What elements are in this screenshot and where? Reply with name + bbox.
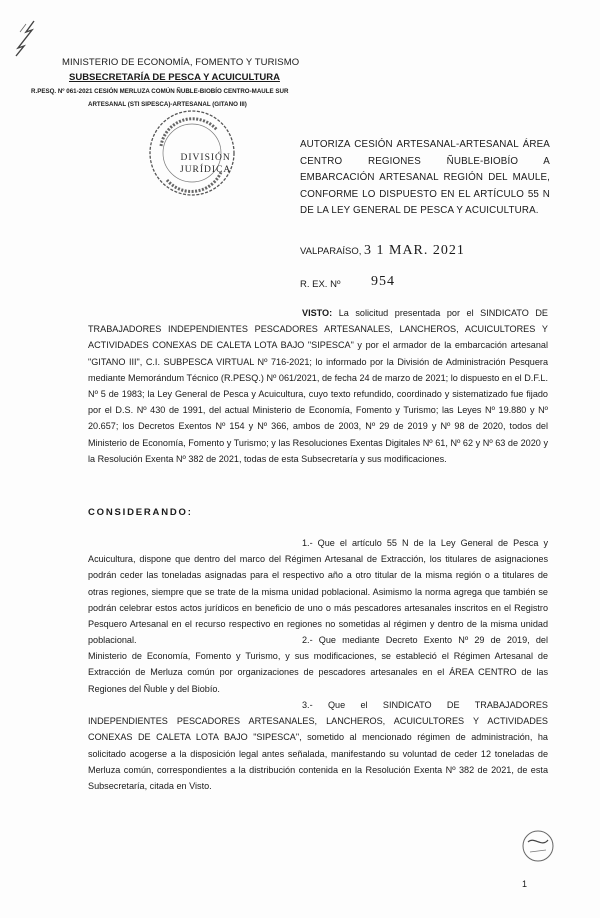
resolution-subject: AUTORIZA CESIÓN ARTESANAL-ARTESANAL ÁREA CENTRO REGIONES ÑUBLE-BIOBÍO A EMBARCACIÓN ARTESANAL REGIÓN DEL MAULE, CONFORME LO DISPUESTO EN EL ARTÍCULO 55 N DE LA LEY GENERAL DE PESCA Y ACUICULTURA. <box>300 139 550 216</box>
visto-paragraph <box>88 305 548 467</box>
seal-center-text <box>180 152 231 176</box>
place-label: VALPARAÍSO, <box>300 246 362 257</box>
initials-stamp <box>520 828 556 864</box>
considerando-paragraph-2: 2.- Que mediante Decreto Exento Nº 29 de 2019, del Ministerio de Economía, Fomento y Turismo, y sus modificaciones, se estableció el Régimen Artesanal de Extracción de Merluza común por organizaciones de pescadores artesanales en el ÁREA CENTRO de las Regiones del Ñuble y del Biobío. <box>88 635 548 694</box>
reference-line-2: ARTESANAL (STI SIPESCA)-ARTESANAL (GITANO III) <box>88 101 247 108</box>
resolution-number: 954 <box>371 274 395 289</box>
resolution-date: 3 1 MAR. 2021 <box>364 243 465 258</box>
visto-label: VISTO: <box>302 308 333 318</box>
page-number: 1 <box>522 879 528 889</box>
considerando-heading: CONSIDERANDO: <box>88 507 193 518</box>
ministry-heading: MINISTERIO DE ECONOMÍA, FOMENTO Y TURISMO <box>62 57 300 68</box>
visto-text: La solicitud presentada por el SINDICATO DE TRABAJADORES INDEPENDIENTES PESCADORES ARTESANALES, LANCHEROS, ACUICULTORES Y ACTIVIDADES CONEXAS DE CALETA LOTA BAJO "SIPESCA" y por el armador de la embarcación artesanal "GITANO III", C.I. SUBPESCA VIRTUAL Nº 716-2021; lo informado por la División de Administración Pesquera mediante Memorándum Técnico (R.PESQ.) Nº 061/2021, de fecha 24 de marzo de 2021; lo dispuesto en el D.F.L. Nº 5 de 1983; la Ley General de Pesca y Acuicultura, cuyo texto refundido, coordinado y sistematizado fue fijado por el D.S. Nº 430 de 1991, del actual Ministerio de Economía, Fomento y Turismo; las Leyes Nº 19.880 y Nº 20.657; los Decretos Exentos Nº 154 y Nº 366, ambos de 2003, Nº 29 de 2019 y Nº 98 de 2020, todos del Ministerio de Economía, Fomento y Turismo; y las Resoluciones Exentas Digitales Nº 61, Nº 62 y Nº 63 de 2020 y la Resolución Exenta Nº 382 de 2021, todas de esta Subsecretaría y sus modificaciones. <box>88 308 548 464</box>
corner-signature-mark <box>12 18 40 58</box>
seal-line-1: DIVISIÓN <box>180 153 231 163</box>
resolution-label: R. EX. Nº <box>300 279 341 290</box>
subsecretaria-heading: SUBSECRETARÍA DE PESCA Y ACUICULTURA <box>69 72 280 83</box>
considerando-paragraph-1: 1.- Que el artículo 55 N de la Ley General de Pesca y Acuicultura, dispone que dentro del marco del Régimen Artesanal de Extracción, los titulares de asignaciones podrán ceder las toneladas asignadas para el respectivo año a otro titular de la misma región o a titulares de otras regiones, siempre que se trate de la misma unidad poblacional. Asimismo la norma agrega que también se podrán celebrar estos actos jurídicos en beneficio de uno o más pescadores artesanales inscritos en el Registro Pesquero Artesanal en el recurso respectivo en regiones no sometidas al régimen y dentro de la misma unidad poblacional. <box>88 538 548 646</box>
considerando-paragraph-3: 3.- Que el SINDICATO DE TRABAJADORES INDEPENDIENTES PESCADORES ARTESANALES, LANCHEROS, ACUICULTORES Y ACTIVIDADES CONEXAS DE CALETA LOTA BAJO "SIPESCA", sometido al mencionado régimen de administración, ha solicitado acogerse a la disposición legal antes señalada, manifestando su voluntad de ceder 12 toneladas de Merluza común, correspondientes a la distribución contenida en la Resolución Exenta Nº 382 de 2021, de esta Subsecretaría, citada en Visto. <box>88 700 548 792</box>
reference-line-1: R.PESQ. Nº 061-2021 CESIÓN MERLUZA COMÚN ÑUBLE-BIOBÍO CENTRO-MAULE SUR <box>31 88 289 95</box>
seal-line-2: JURÍDICA <box>180 165 232 175</box>
